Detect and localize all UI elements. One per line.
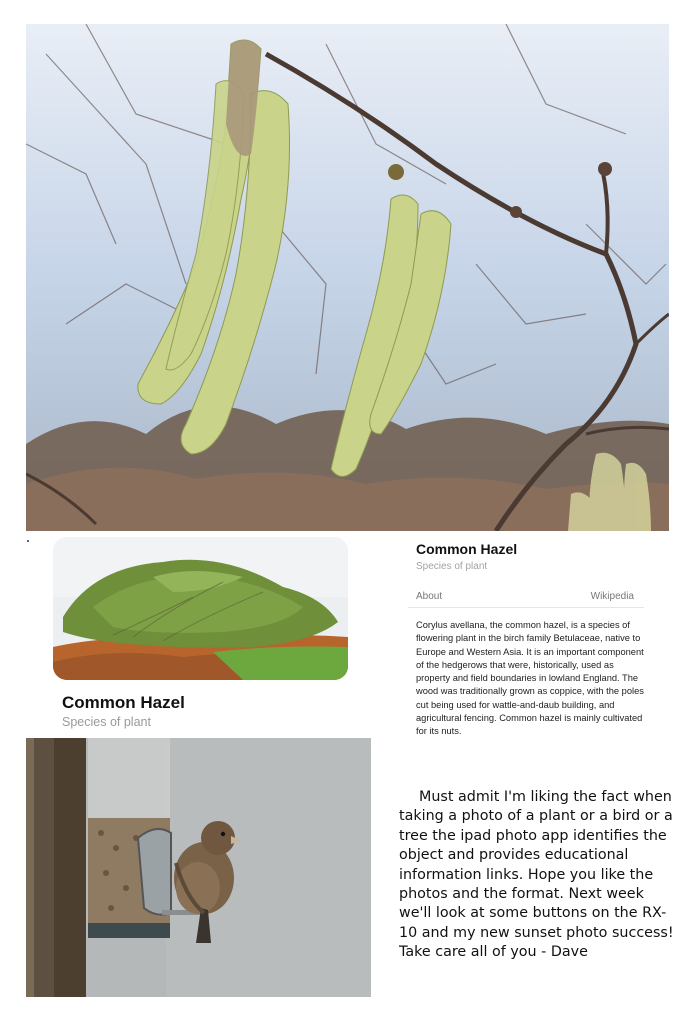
about-label: About: [416, 591, 443, 602]
info-subtitle: Species of plant: [416, 561, 488, 572]
stray-dot: [27, 540, 29, 542]
wikipedia-link[interactable]: Wikipedia: [590, 591, 634, 602]
info-description: Corylus avellana, the common hazel, is a species of flowering plant in the birch family Betulaceae, native to Europe and Western Asia. It is an important component of the hedgerows that were, historically, used as property and field boundaries in lowland England. The wood was traditionally grown as coppice, with the poles cut being used for wattle-and-daub building, and agricultural fencing. Common hazel is mainly cultivated for its nuts.: [416, 620, 644, 737]
left-card-subtitle: Species of plant: [62, 715, 151, 729]
info-title: Common Hazel: [416, 541, 518, 557]
bird-on-feeder-photo: [26, 738, 371, 997]
hazel-shrub-photo[interactable]: [53, 537, 348, 680]
author-note: Must admit I'm liking the fact when taking a photo of a plant or a bird or a tree the ipad photo app identifies the object and provides educational information links. Hope you like the photos and the format. Next week we'll look at some buttons on the RX-10 and my new sunset photo success! Take care all of you - Dave: [399, 789, 674, 961]
hazel-catkins-photo: [26, 24, 669, 531]
left-card-title: Common Hazel: [62, 693, 185, 712]
info-tabs: [408, 588, 644, 608]
